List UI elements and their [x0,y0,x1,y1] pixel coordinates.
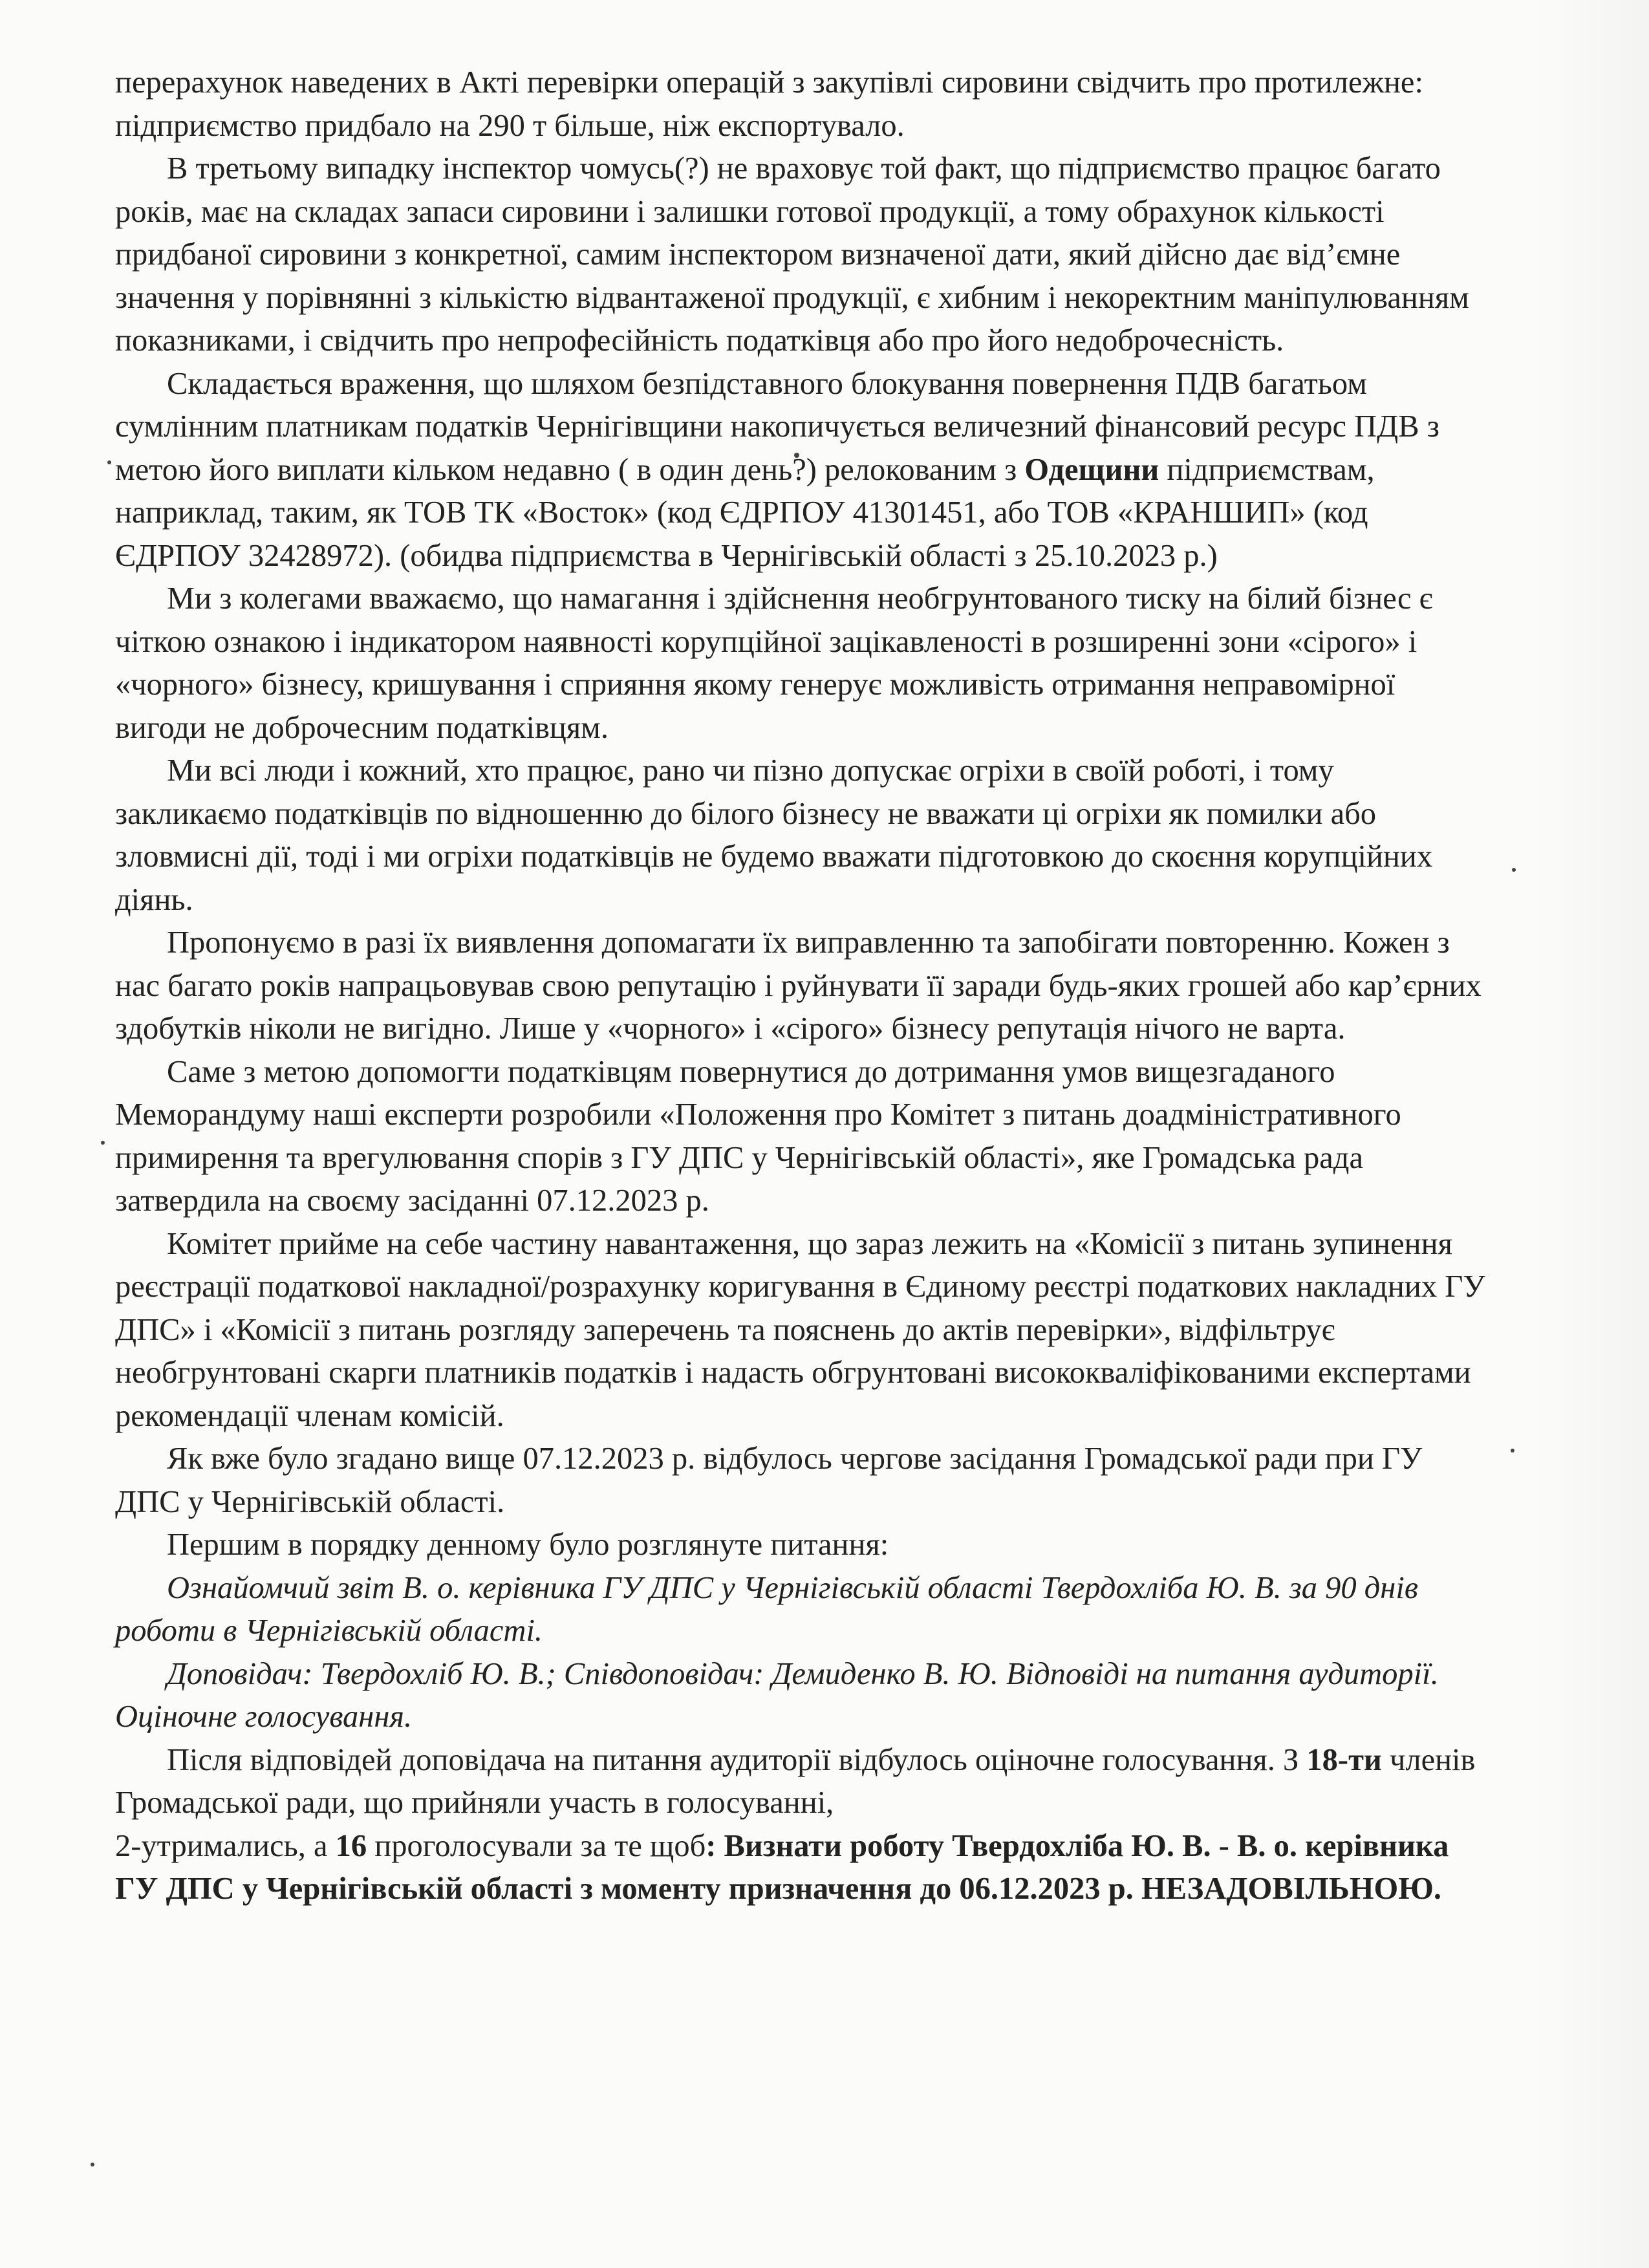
paragraph-p10 [115,1524,1486,1567]
text-run: 16 [335,1828,367,1863]
text-run: 18-ти [1306,1742,1382,1777]
scan-speck [1511,1449,1514,1453]
paragraph-p14 [115,1825,1486,1911]
paragraph-p13 [115,1739,1486,1825]
text-run: Одещини [1024,452,1159,487]
paragraph-p11 [115,1567,1486,1653]
scan-speck [107,460,111,464]
text-run: Як вже було згадано вище 07.12.2023 р. відбулось чергове засідання Громадської ради при ГУ ДПС у Чернігівській області. [115,1442,1423,1519]
paragraph-p8 [115,1223,1486,1438]
paragraph-p1 [115,61,1486,147]
text-run: Ознайомчий звіт В. о. керівника ГУ ДПС у Чернігівській області Твердохліба Ю. В. за 90 днів роботи в Чернігівській області. [115,1570,1418,1648]
text-run: підприємствам, наприклад, таким, як ТОВ ТК «Восток» (код ЄДРПОУ 41301451, або ТОВ «КРАНШИП» (код ЄДРПОУ 32428972). (обидва підприємства в Чернігівській області з 25.10.2023 р.) [115,452,1375,573]
paragraph-p2 [115,147,1486,363]
document-page [115,61,1486,2209]
text-run: В третьому випадку інспектор чомусь(?) не враховує той факт, що підприємство працює багато років, має на складах запаси сировини і залишки готової продукції, а тому обрахунок кількості придбаної сировини з конкретної, самим інспектором визначеної дати, який дійсно дає від’ємне значення у порівнянні з кількістю відвантаженої продукції, є хибним і некоректним маніпулюванням показниками, і свідчить про непрофесійність податківця або про його недоброчесність. [115,151,1469,358]
scan-speck [1512,868,1516,872]
text-run: перерахунок наведених в Акті перевірки операцій з закупівлі сировини свідчить про протилежне: підприємство придбало на 290 т більше, ніж експортувало. [115,65,1423,143]
text-run: Першим в порядку денному було розглянуте питання: [167,1528,889,1562]
document-body [115,61,1486,1911]
text-run: Ми всі люди і кожний, хто працює, рано чи пізно допускає огріхи в своїй роботі, і тому закликаємо податківців по відношенню до білого бізнесу не вважати ці огріхи як помилки або зловмисні дії, тоді і ми огріхи податківців не будемо вважати підготовкою до скоєння корупційних діянь. [115,753,1433,917]
text-run: проголосували за те щоб [367,1828,706,1863]
page-edge-shading [1533,0,1649,2268]
text-run: 2-утримались, а [115,1828,336,1863]
text-run: Пропонуємо в разі їх виявлення допомагати їх виправленню та запобігати повторенню. Кожен з нас багато років напрацьовував свою репутацію і руйнувати її заради будь-яких грошей або кар’єрних здобутків ніколи не вигідно. Лише у «чорного» і «сірого» бізнесу репутація нічого не варта. [115,925,1482,1046]
paragraph-p6 [115,922,1486,1051]
paragraph-p7 [115,1051,1486,1223]
text-run: Комітет прийме на себе частину навантаження, що зараз лежить на «Комісії з питань зупинення реєстрації податкової накладної/розрахунку коригування в Єдиному реєстрі податкових накладних ГУ ДПС» і «Комісії з питань розгляду заперечень та пояснень до актів перевірки», відфільтрує необгрунтовані скарги платників податків і надасть обгрунтовані висококваліфікованими експертами рекомендації членам комісій. [115,1226,1485,1433]
paragraph-p4 [115,578,1486,750]
text-run: Ми з колегами вважаємо, що намагання і здійснення необгрунтованого тиску на білий бізнес є чіткою ознакою і індикатором наявності корупційної зацікавленості в розширенні зони «сірого» і «чорного» бізнесу, кришування і сприяння якому генерує можливість отримання неправомірної вигоди не доброчесним податківцям. [115,581,1433,745]
text-run: : Визнати роботу Твердохліба Ю. В. - В. о. керівника ГУ ДПС у Чернігівській області з моменту призначення до 06.12.2023 р. НЕЗАДОВІЛЬНОЮ. [115,1828,1449,1906]
text-run: Після відповідей доповідача на питання аудиторії відбулось оціночне голосування. З [167,1742,1307,1777]
text-run: Доповідач: Твердохліб Ю. В.; Співдоповідач: Демиденко В. Ю. Відповіді на питання аудиторії. Оціночне голосування. [115,1656,1439,1734]
text-run: Саме з метою допомогти податківцям повернутися до дотримання умов вищезгаданого Меморандуму наші експерти розробили «Положення про Комітет з питань доадміністративного примирення та врегулювання спорів з ГУ ДПС у Чернігівській області», яке Громадська рада затвердила на своєму засіданні 07.12.2023 р. [115,1054,1401,1218]
text-run: членів Громадської ради, що прийняли участь в голосуванні, [115,1742,1476,1820]
scan-speck [101,1141,105,1145]
scan-speck [91,2163,94,2166]
paragraph-p9 [115,1438,1486,1524]
paragraph-p3 [115,363,1486,578]
paragraph-p5 [115,750,1486,922]
paragraph-p12 [115,1653,1486,1739]
text-run: Складається враження, що шляхом безпідставного блокування повернення ПДВ багатьом сумлінним платникам податків Чернігівщини накопичується величезний фінансовий ресурс ПДВ з метою його виплати кільком недавно ( в один день?) релокованим з [115,366,1439,487]
